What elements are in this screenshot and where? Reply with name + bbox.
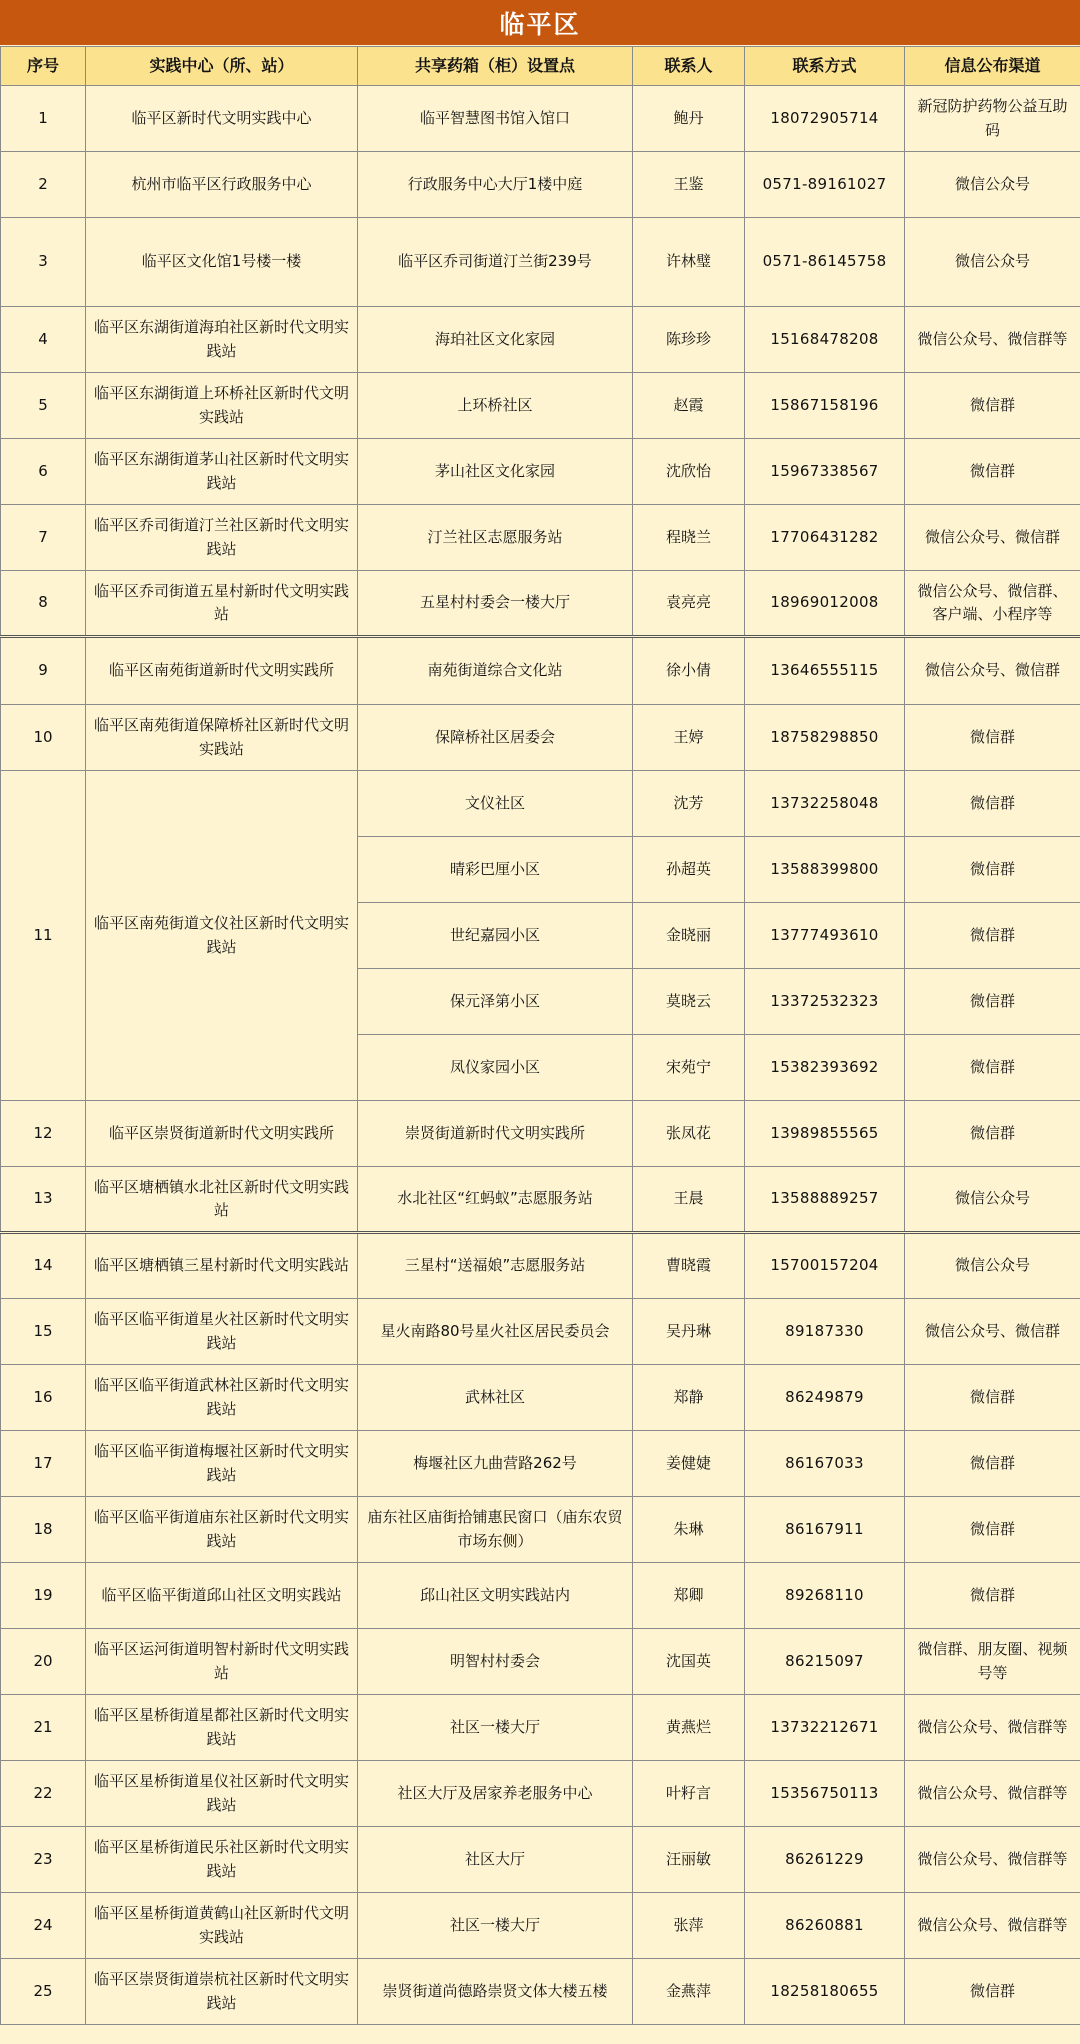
- cell-channel: 微信群: [905, 1497, 1080, 1563]
- cell-location: 文仪社区: [358, 771, 633, 837]
- cell-contact: 鲍丹: [633, 86, 745, 152]
- table-row: [1, 1629, 1080, 1695]
- cell-location: 上环桥社区: [358, 373, 633, 439]
- cell-center: 临平区临平街道庙东社区新时代文明实践站: [86, 1497, 358, 1563]
- cell-phone: 86261229: [745, 1827, 905, 1893]
- cell-phone: 18072905714: [745, 86, 905, 152]
- cell-contact: 程晓兰: [633, 505, 745, 571]
- cell-no: 13: [1, 1167, 86, 1233]
- cell-contact: 郑卿: [633, 1563, 745, 1629]
- cell-contact: 张萍: [633, 1893, 745, 1959]
- cell-center: 临平区临平街道星火社区新时代文明实践站: [86, 1299, 358, 1365]
- cell-phone: 13732258048: [745, 771, 905, 837]
- cell-center: 临平区东湖街道上环桥社区新时代文明实践站: [86, 373, 358, 439]
- cell-no: 19: [1, 1563, 86, 1629]
- cell-phone: 13989855565: [745, 1101, 905, 1167]
- cell-channel: 微信公众号、微信群等: [905, 1761, 1080, 1827]
- cell-no: 4: [1, 307, 86, 373]
- cell-location: 三星村“送福娘”志愿服务站: [358, 1233, 633, 1299]
- cell-location: 庙东社区庙街拾铺惠民窗口（庙东农贸市场东侧）: [358, 1497, 633, 1563]
- cell-center: 临平区临平街道梅堰社区新时代文明实践站: [86, 1431, 358, 1497]
- cell-channel: 新冠防护药物公益互助码: [905, 86, 1080, 152]
- cell-no: 1: [1, 86, 86, 152]
- header-location: 共享药箱（柜）设置点: [358, 47, 633, 86]
- cell-location: 茅山社区文化家园: [358, 439, 633, 505]
- cell-contact: 汪丽敏: [633, 1827, 745, 1893]
- cell-location: 社区大厅: [358, 1827, 633, 1893]
- cell-no: 25: [1, 1959, 86, 2025]
- header-phone: 联系方式: [745, 47, 905, 86]
- cell-center: 杭州市临平区行政服务中心: [86, 152, 358, 218]
- cell-center: 临平区星桥街道民乐社区新时代文明实践站: [86, 1827, 358, 1893]
- cell-no: 6: [1, 439, 86, 505]
- cell-contact: 朱琳: [633, 1497, 745, 1563]
- cell-channel: 微信群: [905, 1431, 1080, 1497]
- cell-center: 临平区运河街道明智村新时代文明实践站: [86, 1629, 358, 1695]
- cell-center: 临平区崇贤街道新时代文明实践所: [86, 1101, 358, 1167]
- cell-channel: 微信公众号: [905, 1233, 1080, 1299]
- table-row: [1, 1233, 1080, 1299]
- cell-contact: 徐小倩: [633, 637, 745, 705]
- cell-phone: 15867158196: [745, 373, 905, 439]
- header-channel: 信息公布渠道: [905, 47, 1080, 86]
- cell-center: 临平区东湖街道茅山社区新时代文明实践站: [86, 439, 358, 505]
- header-contact: 联系人: [633, 47, 745, 86]
- cell-location: 南苑街道综合文化站: [358, 637, 633, 705]
- cell-phone: 13646555115: [745, 637, 905, 705]
- cell-contact: 张凤花: [633, 1101, 745, 1167]
- cell-location: 社区一楼大厅: [358, 1893, 633, 1959]
- cell-no: 12: [1, 1101, 86, 1167]
- cell-contact: 宋苑宁: [633, 1035, 745, 1101]
- cell-channel: 微信群: [905, 373, 1080, 439]
- table-row: [1, 637, 1080, 705]
- cell-no: 23: [1, 1827, 86, 1893]
- cell-phone: 86167911: [745, 1497, 905, 1563]
- cell-center: 临平区南苑街道保障桥社区新时代文明实践站: [86, 705, 358, 771]
- cell-contact: 王晨: [633, 1167, 745, 1233]
- cell-channel: 微信群: [905, 439, 1080, 505]
- cell-channel: 微信公众号、微信群: [905, 505, 1080, 571]
- cell-phone: 15382393692: [745, 1035, 905, 1101]
- cell-center: 临平区临平街道邱山社区文明实践站: [86, 1563, 358, 1629]
- cell-channel: 微信群、朋友圈、视频号等: [905, 1629, 1080, 1695]
- cell-channel: 微信公众号、微信群等: [905, 1695, 1080, 1761]
- cell-no: 16: [1, 1365, 86, 1431]
- cell-contact: 王鉴: [633, 152, 745, 218]
- cell-no: 2: [1, 152, 86, 218]
- cell-no: 3: [1, 218, 86, 307]
- cell-contact: 金晓丽: [633, 903, 745, 969]
- cell-contact: 许林璧: [633, 218, 745, 307]
- cell-phone: 86249879: [745, 1365, 905, 1431]
- cell-location: 星火南路80号星火社区居民委员会: [358, 1299, 633, 1365]
- table-row: [1, 1563, 1080, 1629]
- cell-contact: 叶籽言: [633, 1761, 745, 1827]
- cell-phone: 15168478208: [745, 307, 905, 373]
- table-row: [1, 1497, 1080, 1563]
- cell-center: 临平区乔司街道汀兰社区新时代文明实践站: [86, 505, 358, 571]
- cell-center: 临平区临平街道武林社区新时代文明实践站: [86, 1365, 358, 1431]
- cell-phone: 18258180655: [745, 1959, 905, 2025]
- cell-contact: 金燕萍: [633, 1959, 745, 2025]
- cell-center: 临平区东湖街道海珀社区新时代文明实践站: [86, 307, 358, 373]
- header-no: 序号: [1, 47, 86, 86]
- cell-no: 5: [1, 373, 86, 439]
- cell-contact: 赵霞: [633, 373, 745, 439]
- table-row: [1, 1365, 1080, 1431]
- cell-channel: 微信群: [905, 1959, 1080, 2025]
- cell-contact: 袁亮亮: [633, 571, 745, 637]
- cell-contact: 郑静: [633, 1365, 745, 1431]
- cell-channel: 微信群: [905, 1035, 1080, 1101]
- table-row: [1, 1761, 1080, 1827]
- cell-contact: 姜健婕: [633, 1431, 745, 1497]
- cell-no: 20: [1, 1629, 86, 1695]
- cell-channel: 微信群: [905, 837, 1080, 903]
- cell-location: 社区一楼大厅: [358, 1695, 633, 1761]
- table-row: [1, 218, 1080, 307]
- cell-location: 保元泽第小区: [358, 969, 633, 1035]
- cell-phone: 13777493610: [745, 903, 905, 969]
- table-row: [1, 1299, 1080, 1365]
- cell-no: 10: [1, 705, 86, 771]
- cell-no: 22: [1, 1761, 86, 1827]
- cell-contact: 沈欣怡: [633, 439, 745, 505]
- cell-contact: 王婷: [633, 705, 745, 771]
- cell-no: 21: [1, 1695, 86, 1761]
- cell-phone: 13732212671: [745, 1695, 905, 1761]
- cell-channel: 微信群: [905, 1101, 1080, 1167]
- cell-channel: 微信群: [905, 1365, 1080, 1431]
- cell-location: 临平智慧图书馆入馆口: [358, 86, 633, 152]
- cell-channel: 微信公众号: [905, 1167, 1080, 1233]
- cell-location: 水北社区“红蚂蚁”志愿服务站: [358, 1167, 633, 1233]
- table-row: [1, 1893, 1080, 1959]
- cell-channel: 微信公众号: [905, 218, 1080, 307]
- cell-phone: 18969012008: [745, 571, 905, 637]
- cell-phone: 15700157204: [745, 1233, 905, 1299]
- cell-center: 临平区塘栖镇三星村新时代文明实践站: [86, 1233, 358, 1299]
- cell-location: 崇贤街道尚德路崇贤文体大楼五楼: [358, 1959, 633, 2025]
- table-row: [1, 571, 1080, 637]
- cell-phone: 0571-89161027: [745, 152, 905, 218]
- cell-phone: 13588399800: [745, 837, 905, 903]
- table-row: [1, 86, 1080, 152]
- table-row: [1, 373, 1080, 439]
- cell-contact: 曹晓霞: [633, 1233, 745, 1299]
- cell-phone: 0571-86145758: [745, 218, 905, 307]
- cell-channel: 微信公众号、微信群、客户端、小程序等: [905, 571, 1080, 637]
- cell-location: 海珀社区文化家园: [358, 307, 633, 373]
- cell-channel: 微信群: [905, 1563, 1080, 1629]
- table-row: [1, 1167, 1080, 1233]
- table-row: [1, 1431, 1080, 1497]
- cell-center: 临平区新时代文明实践中心: [86, 86, 358, 152]
- cell-location: 保障桥社区居委会: [358, 705, 633, 771]
- table-row: [1, 1827, 1080, 1893]
- cell-phone: 15356750113: [745, 1761, 905, 1827]
- cell-channel: 微信群: [905, 903, 1080, 969]
- cell-location: 邱山社区文明实践站内: [358, 1563, 633, 1629]
- cell-location: 临平区乔司街道汀兰街239号: [358, 218, 633, 307]
- cell-no: 8: [1, 571, 86, 637]
- sheet-title: 临平区: [0, 0, 1080, 45]
- cell-location: 梅堰社区九曲营路262号: [358, 1431, 633, 1497]
- cell-contact: 沈芳: [633, 771, 745, 837]
- table-row: [1, 705, 1080, 771]
- cell-center: 临平区塘栖镇水北社区新时代文明实践站: [86, 1167, 358, 1233]
- cell-no: 15: [1, 1299, 86, 1365]
- cell-location: 汀兰社区志愿服务站: [358, 505, 633, 571]
- header-row: [1, 47, 1080, 86]
- cell-phone: 86260881: [745, 1893, 905, 1959]
- cell-phone: 13372532323: [745, 969, 905, 1035]
- cell-no: 24: [1, 1893, 86, 1959]
- cell-contact: 陈珍珍: [633, 307, 745, 373]
- cell-phone: 13588889257: [745, 1167, 905, 1233]
- cell-phone: 15967338567: [745, 439, 905, 505]
- cell-location: 凤仪家园小区: [358, 1035, 633, 1101]
- cell-channel: 微信公众号、微信群等: [905, 307, 1080, 373]
- cell-center: 临平区乔司街道五星村新时代文明实践站: [86, 571, 358, 637]
- cell-channel: 微信公众号、微信群等: [905, 1827, 1080, 1893]
- cell-contact: 吴丹琳: [633, 1299, 745, 1365]
- cell-location: 崇贤街道新时代文明实践所: [358, 1101, 633, 1167]
- cell-contact: 黄燕烂: [633, 1695, 745, 1761]
- cell-channel: 微信公众号、微信群等: [905, 1893, 1080, 1959]
- header-center: 实践中心（所、站）: [86, 47, 358, 86]
- cell-channel: 微信群: [905, 705, 1080, 771]
- cell-channel: 微信公众号: [905, 152, 1080, 218]
- table-row: [1, 771, 1080, 837]
- cell-no: 14: [1, 1233, 86, 1299]
- table-row: [1, 307, 1080, 373]
- cell-phone: 18758298850: [745, 705, 905, 771]
- cell-no: 11: [1, 771, 86, 1101]
- cell-no: 7: [1, 505, 86, 571]
- cell-center: 临平区星桥街道星都社区新时代文明实践站: [86, 1695, 358, 1761]
- cell-contact: 孙超英: [633, 837, 745, 903]
- cell-location: 武林社区: [358, 1365, 633, 1431]
- cell-channel: 微信群: [905, 771, 1080, 837]
- table-row: [1, 505, 1080, 571]
- table-row: [1, 1695, 1080, 1761]
- cell-channel: 微信公众号、微信群: [905, 1299, 1080, 1365]
- cell-location: 世纪嘉园小区: [358, 903, 633, 969]
- cell-no: 17: [1, 1431, 86, 1497]
- cell-location: 五星村村委会一楼大厅: [358, 571, 633, 637]
- cell-phone: 89187330: [745, 1299, 905, 1365]
- table-row: [1, 439, 1080, 505]
- cell-phone: 86167033: [745, 1431, 905, 1497]
- cell-contact: 莫晓云: [633, 969, 745, 1035]
- cell-channel: 微信群: [905, 969, 1080, 1035]
- table-row: [1, 1101, 1080, 1167]
- cell-phone: 17706431282: [745, 505, 905, 571]
- cell-location: 行政服务中心大厅1楼中庭: [358, 152, 633, 218]
- cell-location: 晴彩巴厘小区: [358, 837, 633, 903]
- table-row: [1, 1959, 1080, 2025]
- cell-location: 社区大厅及居家养老服务中心: [358, 1761, 633, 1827]
- cell-contact: 沈国英: [633, 1629, 745, 1695]
- cell-phone: 86215097: [745, 1629, 905, 1695]
- cell-center: 临平区南苑街道文仪社区新时代文明实践站: [86, 771, 358, 1101]
- cell-location: 明智村村委会: [358, 1629, 633, 1695]
- cell-center: 临平区南苑街道新时代文明实践所: [86, 637, 358, 705]
- cell-center: 临平区崇贤街道崇杭社区新时代文明实践站: [86, 1959, 358, 2025]
- table-row: [1, 152, 1080, 218]
- pharmacy-table: [0, 46, 1080, 2025]
- cell-center: 临平区星桥街道黄鹤山社区新时代文明实践站: [86, 1893, 358, 1959]
- cell-no: 9: [1, 637, 86, 705]
- cell-center: 临平区文化馆1号楼一楼: [86, 218, 358, 307]
- cell-center: 临平区星桥街道星仪社区新时代文明实践站: [86, 1761, 358, 1827]
- cell-phone: 89268110: [745, 1563, 905, 1629]
- cell-channel: 微信公众号、微信群: [905, 637, 1080, 705]
- cell-no: 18: [1, 1497, 86, 1563]
